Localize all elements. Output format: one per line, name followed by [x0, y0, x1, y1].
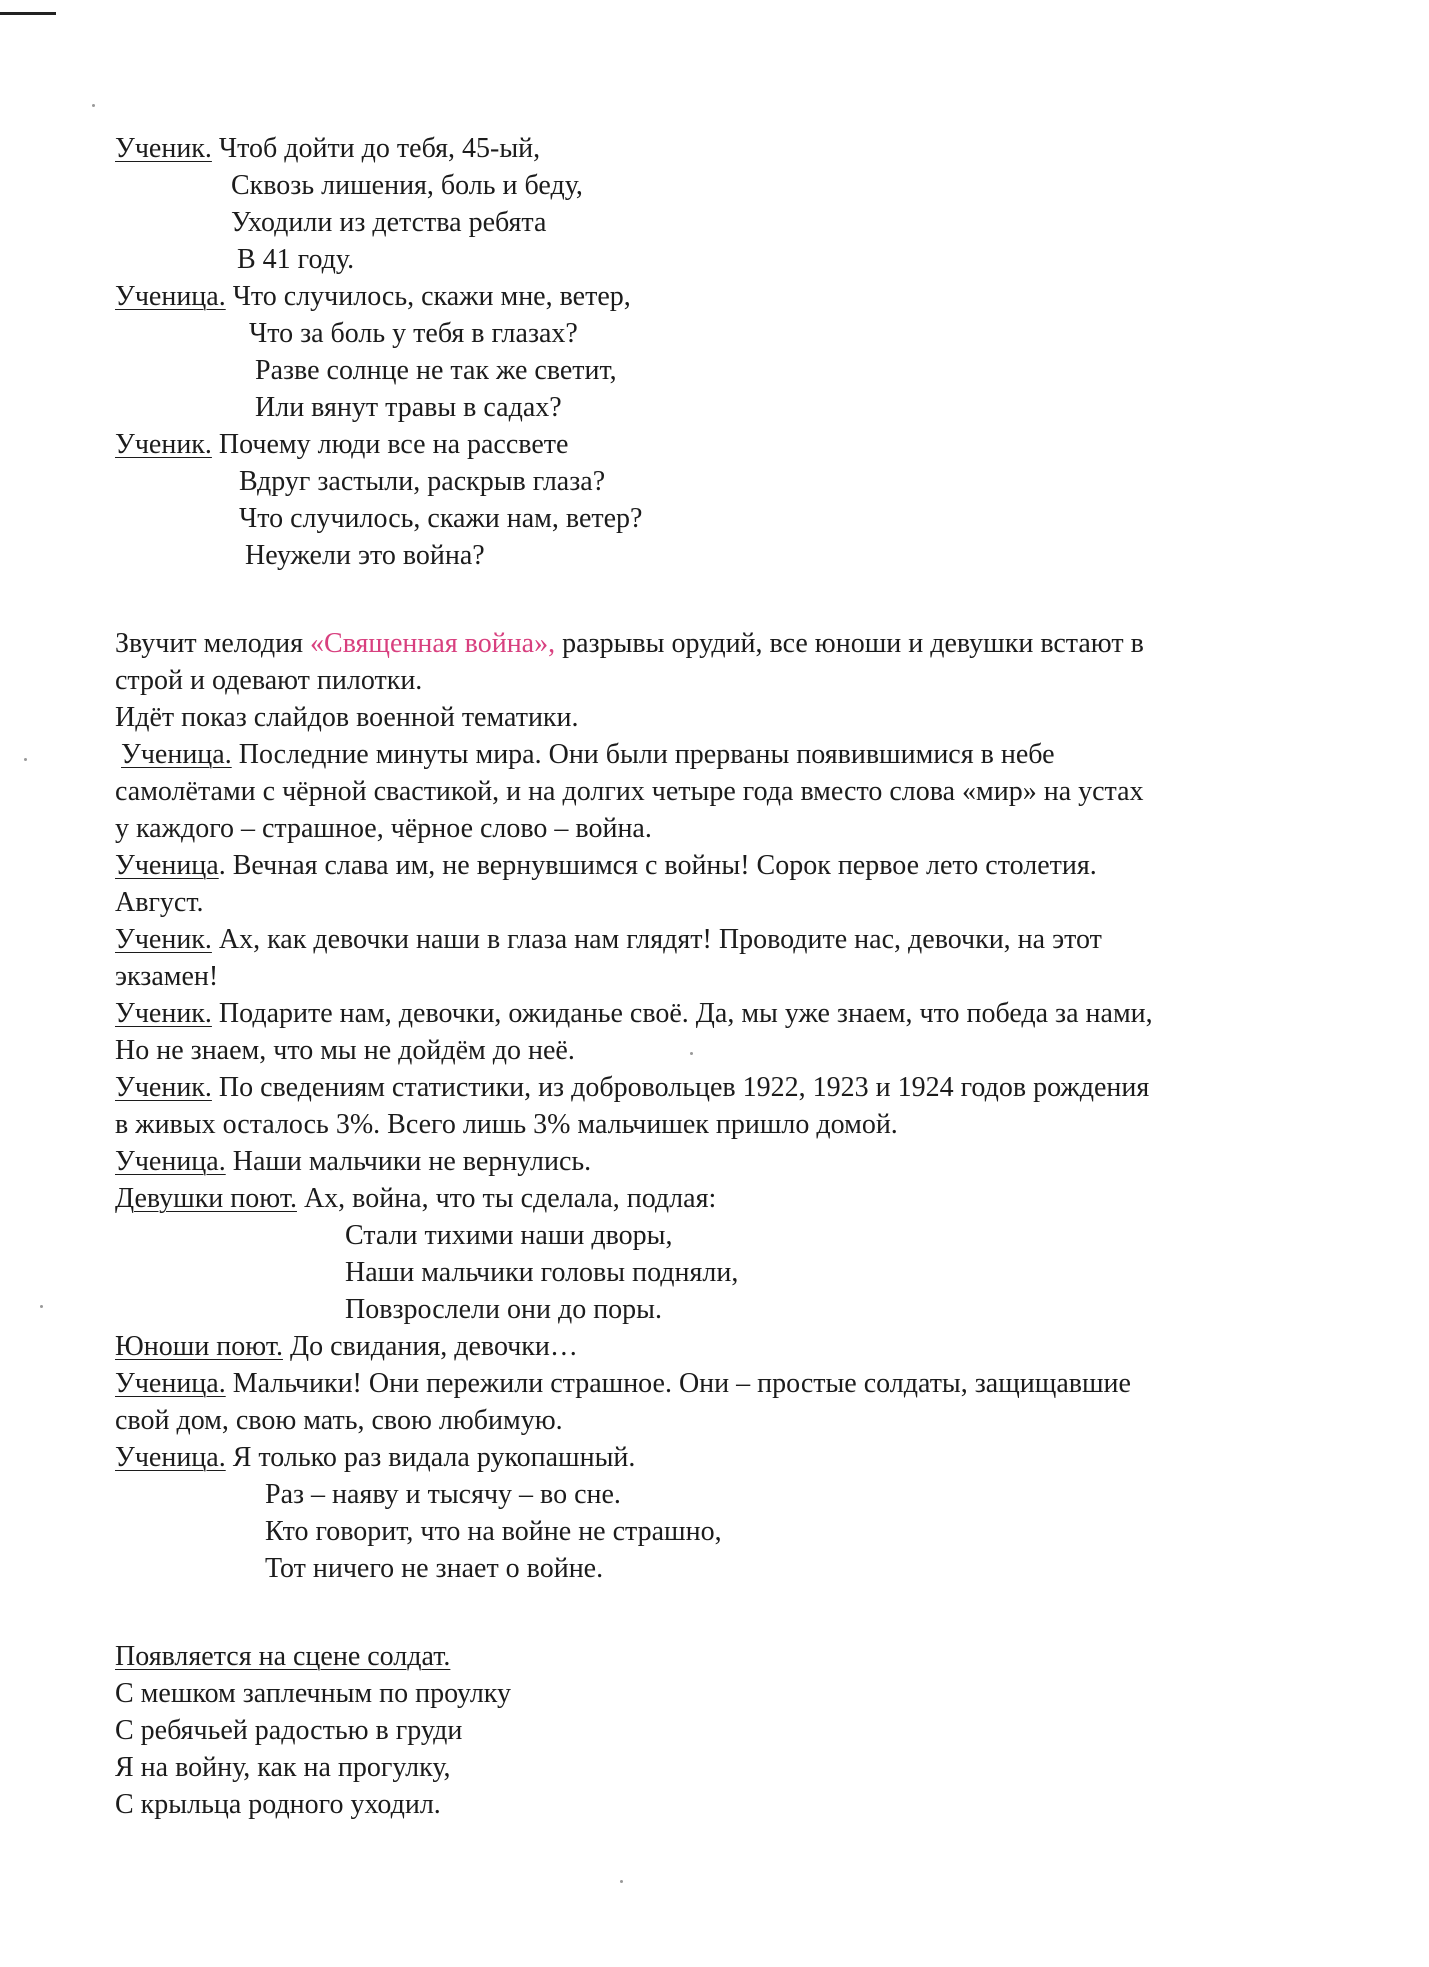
line-text: Почему люди все на рассвете: [211, 429, 569, 460]
line-text: Уходили из детства ребята: [231, 207, 547, 238]
speaker-label: Ученица.: [115, 1442, 226, 1473]
line-text: Август.: [115, 887, 204, 918]
line-text: Стали тихими наши дворы,: [345, 1220, 673, 1251]
line-text: Повзрослели они до поры.: [345, 1294, 662, 1325]
line-text: Сквозь лишения, боль и беду,: [231, 170, 583, 201]
scan-speck: [24, 758, 27, 761]
line-text: Последние минуты мира. Они были прерваны появившимися в небе: [231, 739, 1055, 770]
script-line: [239, 500, 642, 537]
line-text: у каждого – страшное, чёрное слово – война.: [115, 813, 652, 844]
line-text: Наши мальчики не вернулись.: [225, 1146, 592, 1177]
line-text: В 41 году.: [237, 244, 355, 275]
line-text: Подарите нам, девочки, ожиданье своё. Да, мы уже знаем, что победа за нами,: [211, 998, 1153, 1029]
script-line: [115, 810, 652, 847]
line-text: экзамен!: [115, 961, 219, 992]
script-line: [245, 537, 485, 574]
line-text: свой дом, свою мать, свою любимую.: [115, 1405, 563, 1436]
script-line: [115, 995, 1153, 1032]
script-line: [121, 736, 1055, 773]
script-line: [231, 167, 583, 204]
line-text: Кто говорит, что на войне не страшно,: [265, 1516, 722, 1547]
script-line: [115, 1143, 591, 1180]
speaker-label: Ученик.: [115, 998, 212, 1029]
line-text: С мешком заплечным по проулку: [115, 1678, 512, 1709]
script-line: [115, 130, 540, 167]
line-text: самолётами с чёрной свастикой, и на долгих четыре года вместо слова «мир» на устах: [115, 776, 1144, 807]
speaker-label: Ученик.: [115, 924, 212, 955]
script-line: [115, 1786, 441, 1823]
script-line: [115, 1749, 451, 1786]
script-line: [115, 699, 579, 736]
script-line: [115, 958, 218, 995]
line-text: С ребячьей радостью в груди: [115, 1715, 463, 1746]
script-line: [239, 463, 605, 500]
script-line: [115, 426, 568, 463]
line-text: строй и одевают пилотки.: [115, 665, 423, 696]
script-line: [115, 1180, 716, 1217]
script-line: [115, 662, 422, 699]
line-text: Идёт показ слайдов военной тематики.: [115, 702, 579, 733]
line-text: До свидания, девочки…: [282, 1331, 578, 1362]
script-line: [231, 204, 546, 241]
line-text: Но не знаем, что мы не дойдём до неё.: [115, 1035, 575, 1066]
script-line: [265, 1513, 722, 1550]
script-line: [115, 847, 1097, 884]
line-text: Раз – наяву и тысячу – во сне.: [265, 1479, 621, 1510]
script-line: [115, 1439, 635, 1476]
speaker-label: Ученик.: [115, 133, 212, 164]
script-line: [345, 1291, 662, 1328]
script-line: [115, 1106, 898, 1143]
line-text: Разве солнце не так же светит,: [255, 355, 617, 386]
line-text: Наши мальчики головы подняли,: [345, 1257, 739, 1288]
script-line: [115, 1675, 511, 1712]
script-line: [265, 1550, 603, 1587]
speaker-label: Ученик.: [115, 429, 212, 460]
script-line: [265, 1476, 621, 1513]
scan-speck: [40, 1305, 43, 1308]
speaker-label: Юноши поют.: [115, 1331, 283, 1362]
script-line: [115, 1712, 462, 1749]
script-line: [115, 1638, 450, 1675]
line-text: Что за боль у тебя в глазах?: [249, 318, 578, 349]
line-text: Что случилось, скажи мне, ветер,: [225, 281, 631, 312]
speaker-label: Ученица.: [115, 281, 226, 312]
script-line: [115, 1365, 1131, 1402]
script-line: [115, 884, 203, 921]
line-text: С крыльца родного уходил.: [115, 1789, 441, 1820]
script-line: [255, 352, 617, 389]
script-line: [115, 1032, 575, 1069]
script-line: [115, 921, 1102, 958]
script-line: [115, 1328, 578, 1365]
script-line: [115, 625, 1144, 662]
line-text: Вдруг застыли, раскрыв глаза?: [239, 466, 606, 497]
line-text: Ах, война, что ты сделала, подлая:: [296, 1183, 717, 1214]
speaker-label: Ученица.: [115, 1146, 226, 1177]
line-text-continued: разрывы орудий, все юноши и девушки встают в: [555, 628, 1144, 659]
script-line: [237, 241, 354, 278]
scan-edge-mark: [0, 12, 56, 15]
speaker-label: Ученица.: [121, 739, 232, 770]
line-text: Или вянут травы в садах?: [255, 392, 562, 423]
line-text: Мальчики! Они пережили страшное. Они – простые солдаты, защищавшие: [225, 1368, 1131, 1399]
script-line: [249, 315, 578, 352]
line-text: . Вечная слава им, не вернувшимся с войны! Сорок первое лето столетия.: [218, 850, 1097, 881]
scan-speck: [620, 1880, 623, 1883]
scan-speck: [92, 104, 95, 107]
line-text: Звучит мелодия: [115, 628, 311, 659]
script-line: [115, 1402, 563, 1439]
scan-speck: [690, 1052, 693, 1055]
song-title-highlight: «Священная война»,: [310, 628, 556, 659]
speaker-label: Ученица: [115, 850, 219, 881]
script-line: [115, 1069, 1149, 1106]
speaker-label: Появляется на сцене солдат.: [115, 1641, 451, 1672]
script-line: [115, 278, 631, 315]
script-line: [345, 1217, 672, 1254]
script-line: [345, 1254, 738, 1291]
line-text: Неужели это война?: [245, 540, 485, 571]
line-text: Я только раз видала рукопашный.: [225, 1442, 636, 1473]
line-text: Тот ничего не знает о войне.: [265, 1553, 604, 1584]
script-line: [115, 773, 1144, 810]
line-text: Ах, как девочки наши в глаза нам глядят! Проводите нас, девочки, на этот: [211, 924, 1102, 955]
script-line: [255, 389, 562, 426]
line-text: Что случилось, скажи нам, ветер?: [239, 503, 643, 534]
line-text: Я на войну, как на прогулку,: [115, 1752, 451, 1783]
line-text: Чтоб дойти до тебя, 45-ый,: [211, 133, 541, 164]
speaker-label: Девушки поют.: [115, 1183, 297, 1214]
speaker-label: Ученица.: [115, 1368, 226, 1399]
line-text: По сведениям статистики, из добровольцев 1922, 1923 и 1924 годов рождения: [211, 1072, 1150, 1103]
line-text: в живых осталось 3%. Всего лишь 3% мальчишек пришло домой.: [115, 1109, 898, 1140]
speaker-label: Ученик.: [115, 1072, 212, 1103]
